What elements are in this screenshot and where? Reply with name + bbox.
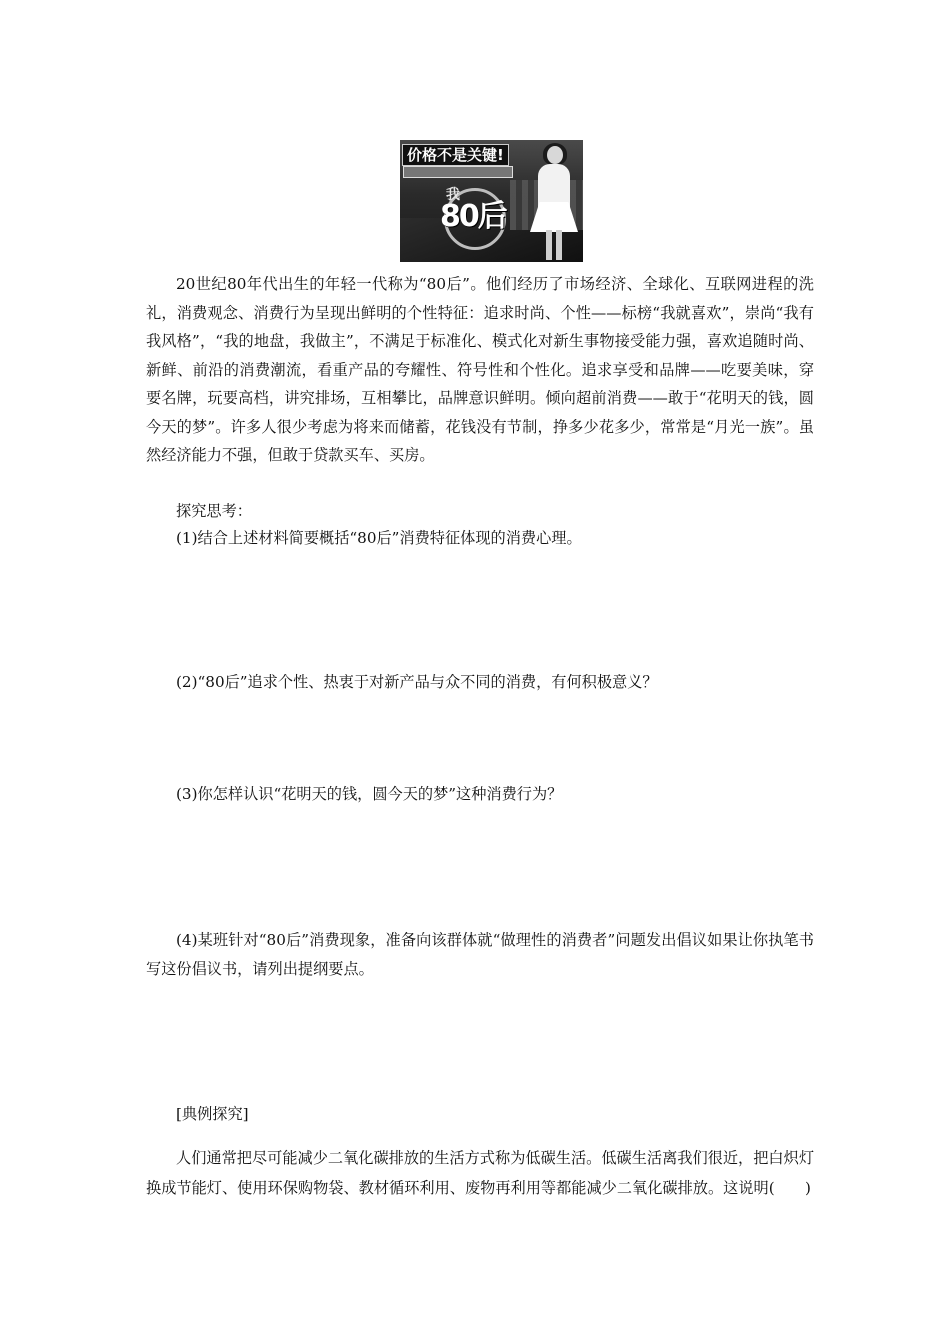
logo-text-main: 80后 <box>440 199 506 234</box>
example-heading: [典例探究] <box>176 1105 249 1123</box>
photo-banner-text: 价格不是关键! <box>402 144 509 166</box>
question-4: (4)某班针对“80后”消费现象，准备向该群体就“做理性的消费者”问题发出倡议如果让你执笔书写这份倡议书，请列出提纲要点。 <box>146 931 814 978</box>
photo-figure-legs <box>546 230 562 260</box>
article-photo <box>400 140 583 262</box>
question-1: (1)结合上述材料简要概括“80后”消费特征体现的消费心理。 <box>176 529 582 547</box>
photo-figure-head <box>547 146 563 164</box>
question-3: (3)你怎样认识“花明天的钱，圆今天的梦”这种消费行为？ <box>176 785 563 803</box>
photo-sub-banner <box>403 166 513 178</box>
explore-heading: 探究思考： <box>176 502 252 520</box>
question-2: (2)“80后”追求个性、热衷于对新产品与众不同的消费，有何积极意义？ <box>176 673 658 691</box>
logo-text-top: 我 <box>446 187 460 203</box>
intro-paragraph: 20世纪80年代出生的年轻一代称为“80后”。他们经历了市场经济、全球化、互联网进程的洗礼，消费观念、消费行为呈现出鲜明的个性特征：追求时尚、个性——标榜“我就喜欢”，崇尚“我有我风格”，“我的地盘，我做主”，不满足于标准化、模式化对新生事物接受能力强，喜欢追随时尚、新鲜、前沿的消费潮流，看重产品的夸耀性、符号性和个性化。追求享受和品牌——吃要美味，穿要名牌，玩要高档，讲究排场，互相攀比，品牌意识鲜明。倾向超前消费——敢于“花明天的钱，圆今天的梦”。许多人很少考虑为将来而储蓄，花钱没有节制，挣多少花多少，常常是“月光一族”。虽然经济能力不强，但敢于贷款买车、买房。 <box>146 275 814 464</box>
example-paragraph: 人们通常把尽可能减少二氧化碳排放的生活方式称为低碳生活。低碳生活离我们很近，把白炽灯换成节能灯、使用环保购物袋、教材循环利用、废物再利用等都能减少二氧化碳排放。这说明( ) <box>146 1149 814 1197</box>
photo-80s-logo <box>438 184 510 254</box>
